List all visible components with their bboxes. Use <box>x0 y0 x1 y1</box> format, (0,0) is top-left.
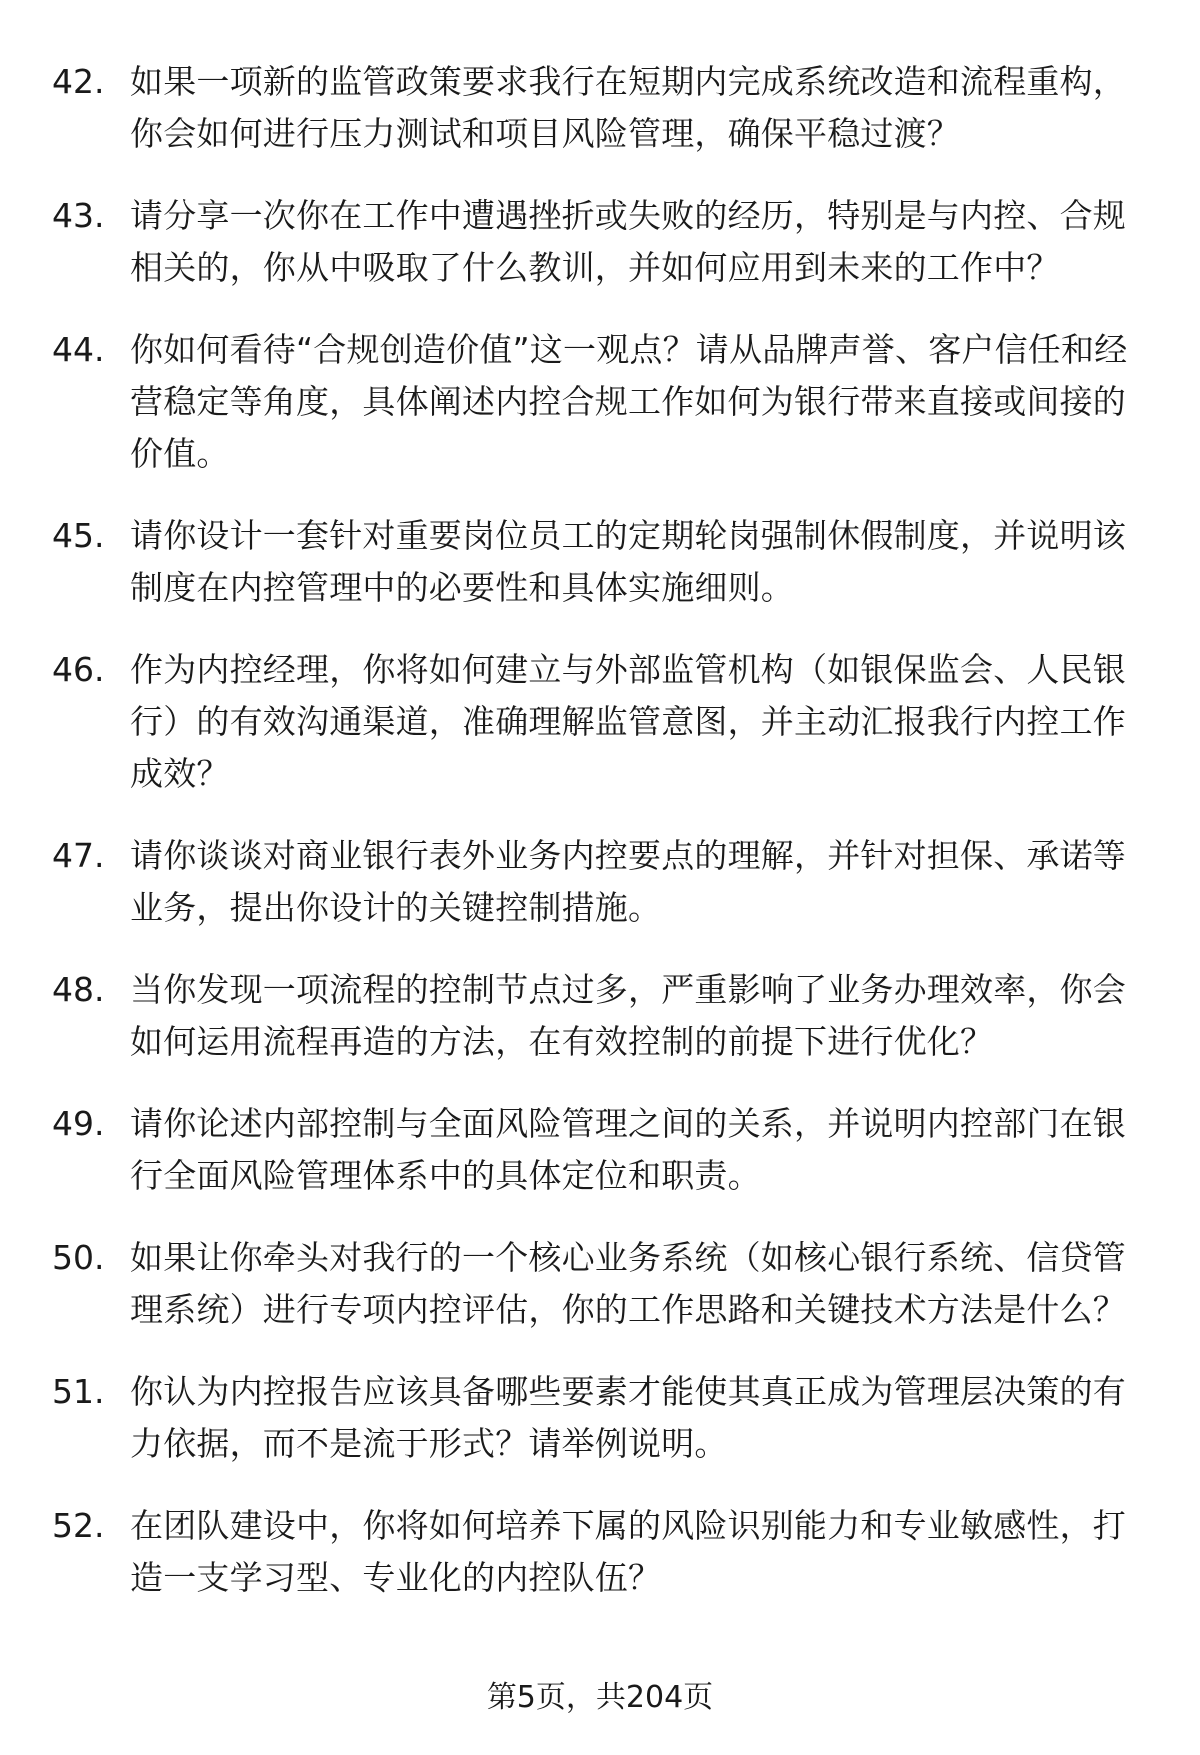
question-number: 49. <box>52 1104 105 1143</box>
question-text: 作为内控经理，你将如何建立与外部监管机构（如银保监会、人民银行）的有效沟通渠道，准确理解监管意图，并主动汇报我行内控工作成效？ <box>130 650 1126 793</box>
question-item-44 <box>52 324 1152 480</box>
question-text: 如果一项新的监管政策要求我行在短期内完成系统改造和流程重构，你会如何进行压力测试和项目风险管理，确保平稳过渡？ <box>130 62 1126 153</box>
question-text: 请你论述内部控制与全面风险管理之间的关系，并说明内控部门在银行全面风险管理体系中的具体定位和职责。 <box>130 1104 1126 1195</box>
question-item-42 <box>52 56 1152 160</box>
question-number: 45. <box>52 516 105 555</box>
question-number: 47. <box>52 836 105 875</box>
page-footer: 第5页，共204页 <box>486 1680 714 1715</box>
question-item-49 <box>52 1098 1152 1202</box>
question-number: 44. <box>52 330 105 369</box>
question-item-50 <box>52 1232 1152 1336</box>
question-item-48 <box>52 964 1152 1068</box>
question-number: 43. <box>52 196 105 235</box>
question-text: 当你发现一项流程的控制节点过多，严重影响了业务办理效率，你会如何运用流程再造的方法，在有效控制的前提下进行优化？ <box>130 970 1126 1061</box>
question-text: 在团队建设中，你将如何培养下属的风险识别能力和专业敏感性，打造一支学习型、专业化的内控队伍？ <box>130 1506 1126 1597</box>
question-number: 51. <box>52 1372 105 1411</box>
question-item-46 <box>52 644 1152 800</box>
question-text: 请你谈谈对商业银行表外业务内控要点的理解，并针对担保、承诺等业务，提出你设计的关键控制措施。 <box>130 836 1126 927</box>
question-number: 48. <box>52 970 105 1009</box>
question-item-43 <box>52 190 1152 294</box>
question-list <box>52 56 1152 1634</box>
question-text: 你如何看待“合规创造价值”这一观点？请从品牌声誉、客户信任和经营稳定等角度，具体阐述内控合规工作如何为银行带来直接或间接的价值。 <box>130 330 1128 473</box>
question-text: 你认为内控报告应该具备哪些要素才能使其真正成为管理层决策的有力依据，而不是流于形式？请举例说明。 <box>130 1372 1126 1463</box>
question-number: 52. <box>52 1506 105 1545</box>
question-item-45 <box>52 510 1152 614</box>
question-number: 46. <box>52 650 105 689</box>
question-item-51 <box>52 1366 1152 1470</box>
question-text: 如果让你牵头对我行的一个核心业务系统（如核心银行系统、信贷管理系统）进行专项内控评估，你的工作思路和关键技术方法是什么？ <box>130 1238 1126 1329</box>
question-text: 请分享一次你在工作中遭遇挫折或失败的经历，特别是与内控、合规相关的，你从中吸取了什么教训，并如何应用到未来的工作中？ <box>130 196 1126 287</box>
question-number: 42. <box>52 62 105 101</box>
question-text: 请你设计一套针对重要岗位员工的定期轮岗强制休假制度，并说明该制度在内控管理中的必要性和具体实施细则。 <box>130 516 1126 607</box>
question-item-52 <box>52 1500 1152 1604</box>
question-item-47 <box>52 830 1152 934</box>
question-number: 50. <box>52 1238 105 1277</box>
